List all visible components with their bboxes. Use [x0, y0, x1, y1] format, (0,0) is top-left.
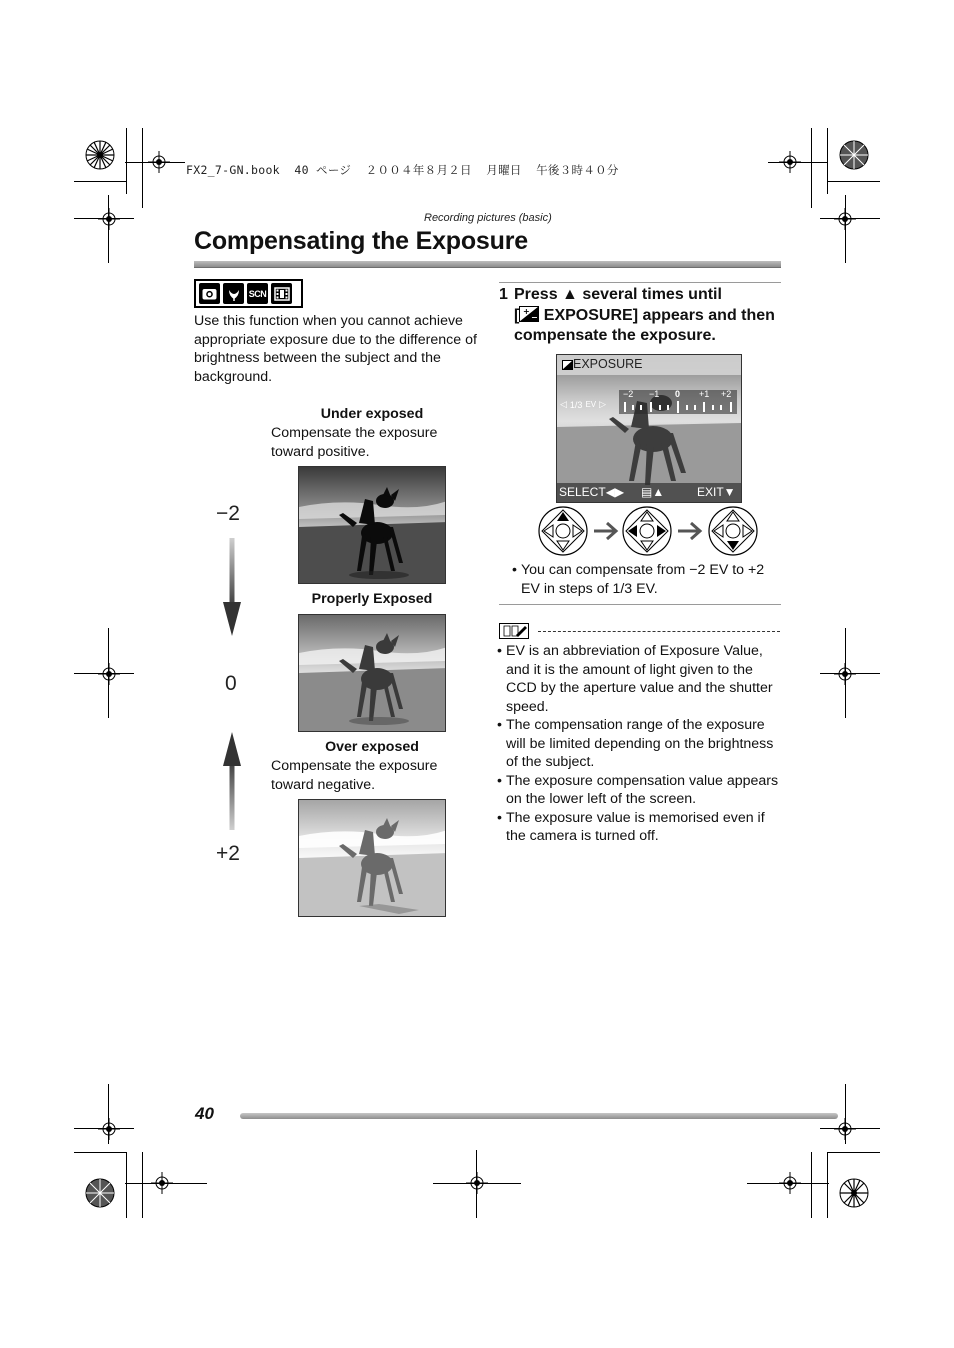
multi-icon: ▤▲: [641, 485, 665, 499]
note-icon: [499, 623, 529, 639]
ev-label: EV: [585, 400, 597, 409]
cursor-button-up-icon: [539, 507, 587, 555]
left-arrow-icon: ◁: [560, 399, 567, 409]
macro-mode-icon: [223, 283, 244, 304]
example-note: Compensate the exposure toward positive.: [271, 425, 438, 460]
registration-rosette-icon: [85, 1178, 115, 1208]
crosshair-mark-icon: [98, 1118, 120, 1140]
note-item: • The exposure value is memorised even if the camera is turned off.: [497, 809, 781, 846]
scale-label: −2: [623, 389, 634, 399]
motion-picture-mode-icon: [271, 283, 292, 304]
camera-mode-icon: [199, 283, 220, 304]
step-indicator: [560, 399, 606, 410]
range-note: • You can compensate from −2 EV to +2 EV in steps of 1/3 EV.: [512, 561, 783, 598]
down-arrow-icon: ▼: [723, 485, 736, 499]
step-instruction: [514, 285, 782, 347]
example-heading: Properly Exposed: [311, 591, 433, 607]
note-item: • The exposure compensation value appears on the lower left of the screen.: [497, 772, 781, 809]
page-title: Compensating the Exposure: [194, 227, 528, 255]
screen-photo: [557, 355, 741, 502]
right-arrow-icon: ▷: [599, 399, 607, 409]
exit-text: EXIT: [697, 485, 724, 499]
print-header: FX2_7-GN.book 40 ページ ２００４年８月２日 月曜日 午後３時４０分: [186, 163, 619, 177]
registration-rosette-icon: [839, 1178, 869, 1208]
mode-icons: [194, 279, 303, 308]
exposure-icon: [519, 306, 539, 322]
cursor-button-sequence: [538, 505, 760, 557]
crosshair-mark-icon: [98, 208, 120, 230]
footer-rule: [240, 1113, 838, 1119]
section-rule: [499, 282, 781, 283]
exposure-icon: [562, 360, 573, 370]
scale-label: +1: [699, 389, 710, 399]
arrow-up-icon: [222, 730, 242, 830]
note-item: • The compensation range of the exposure will be limited depending on the brightness of the subject.: [497, 716, 781, 772]
example-heading: Under exposed: [320, 406, 424, 422]
scene-mode-icon: SCN: [247, 283, 268, 304]
intro-text: Use this function when you cannot achieve appropriate exposure due to the difference of brightness between the subject and the background.: [194, 313, 477, 385]
note-divider: [538, 631, 780, 632]
section-rule: [499, 604, 781, 605]
example-heading: Over exposed: [325, 739, 419, 755]
step-number: 1: [499, 286, 508, 303]
title-rule: [194, 261, 781, 268]
scale-ticks: [623, 401, 737, 413]
step-bracket: [: [514, 306, 520, 324]
over-exposed-photo: [298, 799, 446, 917]
screen-exit-label: [697, 485, 736, 499]
page-number: 40: [195, 1104, 214, 1123]
step-text-before: Press ▲ several times until: [514, 286, 722, 303]
scale-labels: [623, 389, 735, 401]
svg-text:−: −: [531, 312, 539, 322]
step-label: 1/3: [569, 399, 583, 410]
scale-label-middle: 0: [225, 672, 237, 695]
scale-label-top: −2: [216, 502, 240, 525]
step-text-after: EXPOSURE] appears and then compensate the exposure.: [514, 306, 775, 344]
note-item: • EV is an abbreviation of Exposure Value, and it is the amount of light given to the CCD by the aperture value and the shutter speed.: [497, 642, 781, 716]
notes-list: [497, 642, 781, 846]
properly-exposed-photo: [298, 614, 446, 732]
crosshair-mark-icon: [98, 663, 120, 685]
svg-text:+: +: [523, 306, 531, 316]
example-note: Compensate the exposure toward negative.: [271, 758, 438, 793]
scale-label: −1: [649, 389, 660, 399]
cursor-button-left-right-icon: [623, 507, 671, 555]
scale-label-bottom: +2: [216, 842, 240, 865]
under-exposed-photo: [298, 466, 446, 584]
scale-label: +2: [721, 389, 732, 399]
left-right-arrows-icon: ◀▶: [605, 485, 625, 499]
registration-rosette-icon: [839, 140, 869, 170]
cursor-button-down-icon: [709, 507, 757, 555]
arrow-down-icon: [222, 538, 242, 638]
registration-rosette-icon: [85, 140, 115, 170]
screen-title: EXPOSURE: [573, 357, 643, 371]
screen-select-label: [559, 485, 624, 499]
running-head: Recording pictures (basic): [424, 212, 552, 224]
scale-label: 0: [675, 389, 681, 399]
select-text: SELECT: [559, 485, 606, 499]
camera-screen: [556, 354, 742, 503]
